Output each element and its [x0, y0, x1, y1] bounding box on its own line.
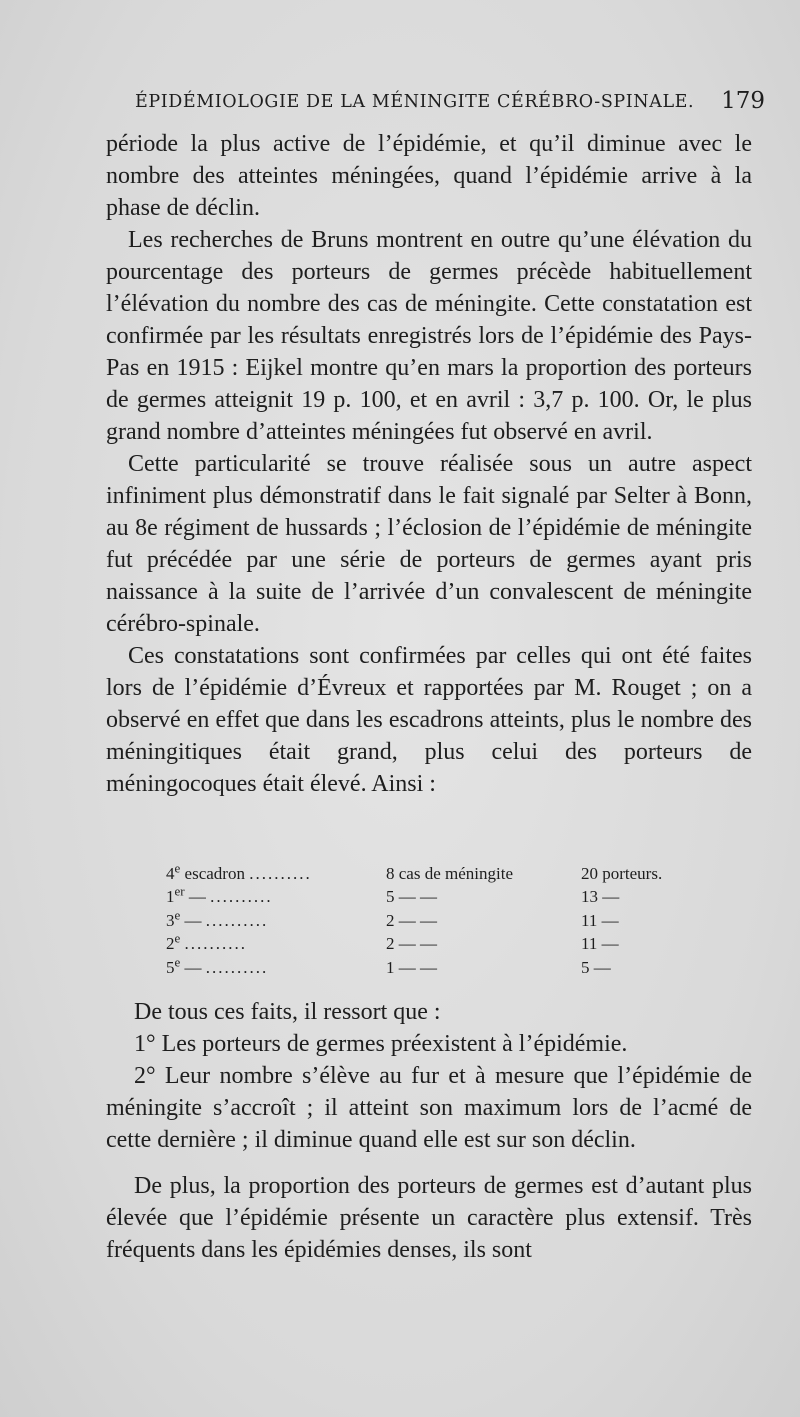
- page-number: 179: [721, 88, 765, 114]
- table-row: [166, 956, 706, 980]
- squadron-label: 5e — ..........: [166, 954, 269, 977]
- cases-cell: 5 — —: [386, 887, 437, 907]
- cases-cell: 8 cas de méningite: [386, 863, 513, 883]
- cases-cell: 2 — —: [386, 910, 437, 930]
- conclusion-paragraph: De plus, la proportion des porteurs de germes est d’autant plus élevée que l’épidémie présente un caractère plus extensif. Très fréquents dans les épidémies denses, ils sont: [106, 1173, 752, 1263]
- conclusion-point-2: 2° Leur nombre s’élève au fur et à mesure que l’épidémie de méningite s’accroît ; il atteint son maximum lors de l’acmé de cette dernière ; il diminue quand elle est sur son déclin.: [106, 1063, 752, 1153]
- conclusion-intro: De tous ces faits, il ressort que :: [134, 999, 441, 1025]
- conclusion-text: [106, 996, 752, 1266]
- squadron-table: [166, 862, 706, 980]
- cases-cell: 1 — —: [386, 957, 437, 977]
- carriers-cell: 20 porteurs.: [581, 863, 663, 883]
- squadron-label: 3e — ..........: [166, 907, 269, 930]
- paragraph-3: Cette particularité se trouve réalisée sous un autre aspect infiniment plus démonstratif dans le fait signalé par Selter à Bonn, au 8e régiment de hussards ; l’éclosion de l’épidémie de méningite fut précédée par une série de porteurs de germes ayant pris naissance à la suite de l’arrivée d’un convalescent de méningite cérébro-spinale.: [106, 451, 752, 637]
- paragraph-2: Les recherches de Bruns montrent en outre qu’une élévation du pourcentage des porteurs de germes précède habituellement l’élévation du nombre des cas de méningite. Cette constatation est confirmée par les résultats enregistrés lors de l’épidémie des Pays-Pas en 1915 : Eijkel montre qu’en mars la proportion des porteurs de germes atteignit 19 p. 100, et en avril : 3,7 p. 100. Or, le plus grand nombre d’atteintes méningées fut observé en avril.: [106, 227, 752, 445]
- table-row: [166, 862, 706, 886]
- carriers-cell: 11 —: [581, 910, 619, 930]
- cases-cell: 2 — —: [386, 934, 437, 954]
- conclusion-point-1: 1° Les porteurs de germes préexistent à l’épidémie.: [134, 1031, 628, 1057]
- main-text: [106, 128, 752, 800]
- running-title: ÉPIDÉMIOLOGIE DE LA MÉNINGITE CÉRÉBRO-SPINALE.: [135, 92, 695, 112]
- squadron-label: 1er — ..........: [166, 883, 273, 907]
- squadron-label: 2e ..........: [166, 930, 248, 954]
- running-header: [135, 88, 775, 114]
- paragraph-1: période la plus active de l’épidémie, et qu’il diminue avec le nombre des atteintes méningées, quand l’épidémie arrive à la phase de déclin.: [106, 131, 752, 221]
- carriers-cell: 13 —: [581, 887, 620, 907]
- squadron-label: 4e escadron ..........: [166, 860, 312, 883]
- table-row: [166, 909, 706, 933]
- paragraph-4: Ces constatations sont confirmées par celles qui ont été faites lors de l’épidémie d’Évreux et rapportées par M. Rouget ; on a observé en effet que dans les escadrons atteints, plus le nombre des méningitiques était grand, plus celui des porteurs de méningocoques était élevé. Ainsi :: [106, 643, 752, 797]
- table-row: [166, 883, 706, 910]
- carriers-cell: 11 —: [581, 934, 619, 954]
- table-row: [166, 930, 706, 957]
- carriers-cell: 5 —: [581, 957, 611, 977]
